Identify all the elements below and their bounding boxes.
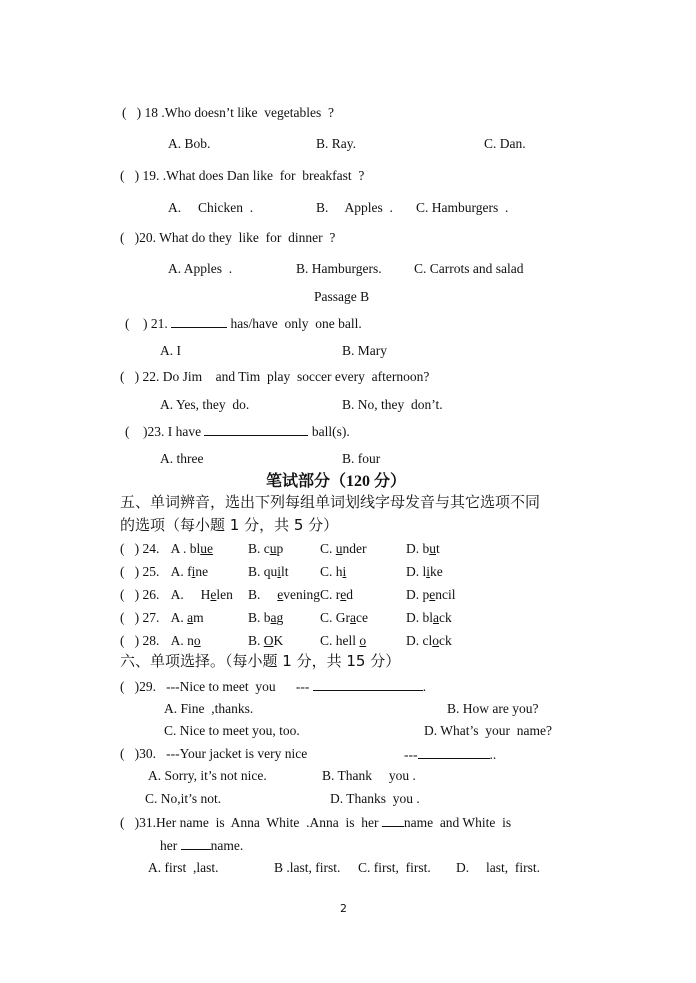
q19-option-c: C. Hamburgers . [416, 200, 509, 215]
q24-prefix: ( ) 24. [120, 541, 160, 556]
q26-option-d: D. pencil [406, 587, 456, 602]
q23-option-b: B. four [342, 451, 381, 466]
q26-option-a: A. Helen [168, 587, 233, 602]
underlined-letter: o [359, 633, 367, 648]
q26-prefix: ( ) 26. [120, 587, 160, 602]
q23-option-a: A. three [160, 451, 204, 466]
q27-prefix: ( ) 27. [120, 610, 163, 625]
q25-option-b: B. quilt [248, 564, 289, 579]
underlined-letter: e [210, 587, 217, 602]
q18-option-b: B. Ray. [316, 136, 356, 151]
q22-option-a: A. Yes, they do. [160, 397, 250, 412]
underlined-letter: e [340, 587, 347, 602]
underlined-letter: a [270, 610, 277, 625]
q28-option-a: A. no [168, 633, 201, 648]
q31-option-d: D. last, first. [456, 860, 540, 875]
q28-option-d: D. clock [406, 633, 452, 648]
q23-stem: ( )23. I have ball(s). [125, 424, 350, 439]
q21-stem: ( ) 21. has/have only one ball. [125, 316, 362, 331]
q21-option-a: A. I [160, 343, 181, 358]
q28-option-b: B. OK [248, 633, 284, 648]
q18-stem: ( ) 18 .Who doesn’t like vegetables ? [122, 105, 334, 120]
underlined-letter: o [193, 633, 201, 648]
q31-blank-2[interactable] [181, 836, 211, 850]
q27-option-a: A. am [168, 610, 204, 625]
underlined-letter: a [350, 610, 356, 625]
q30-option-b: B. Thank you . [322, 768, 416, 783]
q24-option-c: C. under [320, 541, 367, 556]
q29-option-d: D. What’s your name? [424, 723, 552, 738]
q27-option-d: D. black [406, 610, 452, 625]
underlined-letter: i [277, 564, 282, 579]
section5-heading-line2: 的选项（每小题 1 分，共 5 分） [120, 516, 339, 534]
q24-option-b: B. cup [248, 541, 284, 556]
q28-option-c: C. hell o [320, 633, 367, 648]
underlined-letter: i [426, 564, 431, 579]
underlined-letter: u [429, 541, 436, 556]
underlined-letter: i [191, 564, 196, 579]
underlined-letter: u [335, 541, 343, 556]
q30-option-c: C. No,it’s not. [145, 791, 222, 806]
q31-option-a: A. first ,last. [148, 860, 219, 875]
q21-blank[interactable] [171, 314, 227, 328]
q30-answer: --- .. [404, 747, 497, 762]
q30-option-a: A. Sorry, it’s not nice. [148, 768, 267, 783]
q27-option-b: B. bag [248, 610, 284, 625]
q26-option-b: B. evening [248, 587, 321, 602]
q31-blank-1[interactable] [382, 813, 404, 827]
underlined-letter: u [269, 541, 277, 556]
underlined-letter: a [187, 610, 194, 625]
q30-option-d: D. Thanks you . [330, 791, 420, 806]
q29-option-a: A. Fine ,thanks. [164, 701, 254, 716]
q22-stem: ( ) 22. Do Jim and Tim play soccer every afternoon? [120, 369, 430, 384]
q25-prefix: ( ) 25. [120, 564, 163, 579]
q25-option-d: D. like [406, 564, 443, 579]
written-part-title: 笔试部分（120 分） [266, 473, 407, 490]
q31-option-c: C. first, first. [358, 860, 431, 875]
section6-heading: 六、单项选择。（每小题 1 分，共 15 分） [120, 652, 401, 670]
q31-stem: ( )31.Her name is Anna White .Anna is her name and White is [120, 815, 512, 830]
q30-blank[interactable] [418, 745, 490, 759]
q25-option-a: A. fine [168, 564, 209, 579]
q19-option-a: A. Chicken . [168, 200, 254, 215]
q24-option-d: D. but [406, 541, 440, 556]
q19-stem: ( ) 19. .What does Dan like for breakfast ? [120, 168, 365, 183]
q18-option-a: A. Bob. [168, 136, 211, 151]
passage-b-title: Passage B [314, 289, 370, 304]
q23-blank[interactable] [204, 422, 308, 436]
underlined-letter: o [432, 633, 439, 648]
q28-prefix: ( ) 28. [120, 633, 163, 648]
q25-option-c: C. hi [320, 564, 347, 579]
q20-option-b: B. Hamburgers. [296, 261, 382, 276]
q31-stem-line2: her name. [160, 838, 244, 853]
q31-option-b: B .last, first. [274, 860, 341, 875]
underlined-letter: e [277, 587, 284, 602]
q21-option-b: B. Mary [342, 343, 387, 358]
q27-option-c: C. Grace [320, 610, 368, 625]
q20-option-c: C. Carrots and salad [414, 261, 524, 276]
q24-option-a: A . blue [168, 541, 214, 556]
q19-option-b: B. Apples . [316, 200, 393, 215]
page-number: 2 [340, 902, 347, 915]
section5-heading-line1: 五、单词辨音，选出下列每组单词划线字母发音与其它选项不同 [120, 493, 541, 511]
q29-blank[interactable] [313, 677, 423, 691]
q26-option-c: C. red [320, 587, 353, 602]
q18-option-c: C. Dan. [484, 136, 526, 151]
q30-stem: ( )30. ---Your jacket is very nice [120, 746, 308, 761]
q20-option-a: A. Apples . [168, 261, 233, 276]
underlined-letter: i [342, 564, 347, 579]
underlined-letter: O [263, 633, 274, 648]
underlined-letter: e [429, 587, 436, 602]
q29-stem: ( )29. ---Nice to meet you --- . [120, 679, 427, 694]
q22-option-b: B. No, they don’t. [342, 397, 443, 412]
underlined-letter: a [433, 610, 439, 625]
q29-option-b: B. How are you? [447, 701, 539, 716]
q20-stem: ( )20. What do they like for dinner ? [120, 230, 336, 245]
q29-option-c: C. Nice to meet you, too. [164, 723, 300, 738]
underlined-letter: ue [200, 541, 214, 556]
